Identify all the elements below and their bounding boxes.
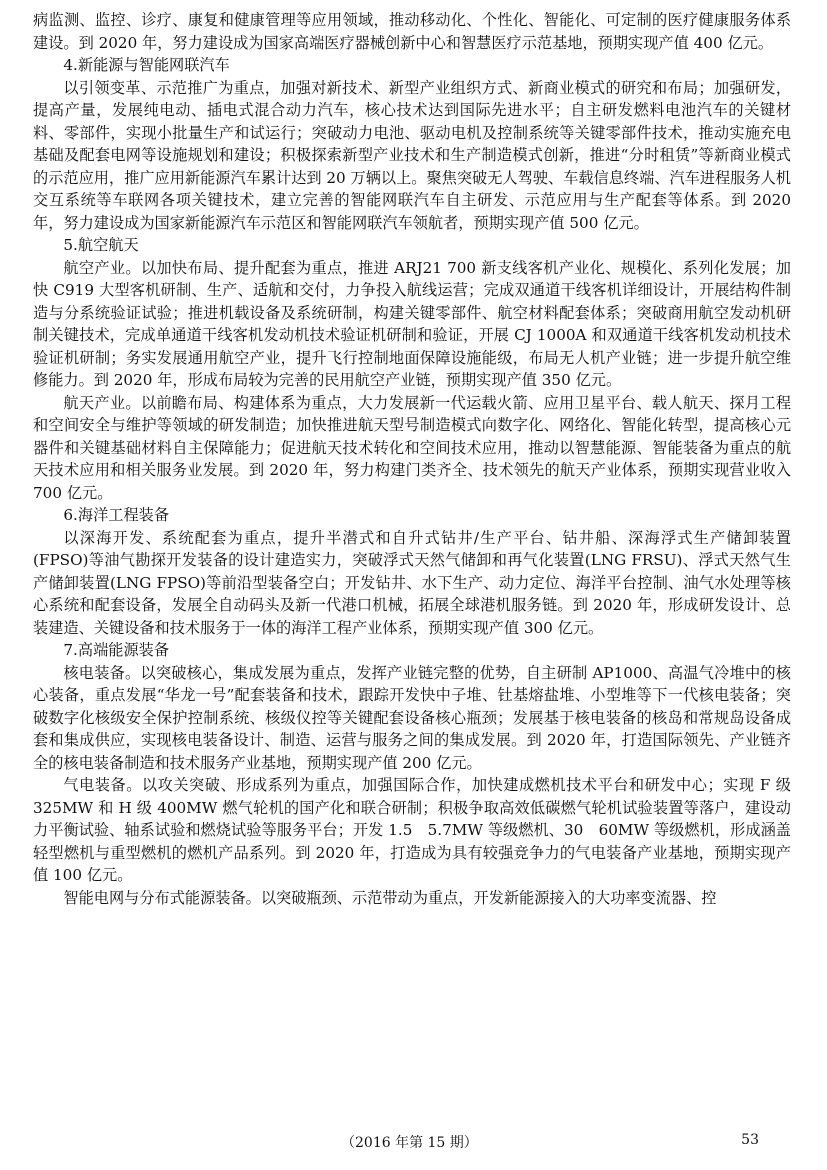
paragraph-smart-grid-equipment: 智能电网与分布式能源装备。以突破瓶颈、示范带动为重点，开发新能源接入的大功率变流器、控: [63, 888, 717, 907]
document-body: [33, 9, 791, 909]
paragraph-gas-power-equipment: 气电装备。以攻关突破、形成系列为重点，加强国际合作，加快建成燃机技术平台和研发中心；实现 F 级 325MW 和 H 级 400MW 燃气轮机的国产化和联合研制；积极争取高效低碳燃气轮机试验装置等落户，建设动力平衡试验、轴系试验和燃烧试验等服务平台；开发 1.5 5.7MW 等级燃机、30 60MW 等级燃机，形成涵盖轻型燃机与重型燃机的燃机产品系列。到 2020 年，打造成为具有较强竞争力的气电装备产业基地，预期实现产值 100 亿元。: [33, 776, 791, 884]
section-heading-aerospace: 5.航空航天: [63, 236, 139, 254]
paragraph-new-energy-vehicles: 以引领变革、示范推广为重点，加强对新技术、新型产业组织方式、新商业模式的研究和布局；加强研发，提高产量，发展纯电动、插电式混合动力汽车，核心技术达到国际先进水平；自主研发燃料电池汽车的关键材料、零部件，实现小批量生产和试运行；突破动力电池、驱动电机及控制系统等关键零部件技术，推动实施充电基础及配套电网等设施规划和建设；积极探索新型产业技术和生产制造模式创新，推进“分时租赁”等新商业模式的示范应用，推广应用新能源汽车累计达到 20 万辆以上。聚焦突破无人驾驶、车载信息终端、汽车进程服务人机交互系统等车联网各项关键技术，建立完善的智能网联汽车自主研发、示范应用与生产配套等体系。到 2020 年，努力建设成为国家新能源汽车示范区和智能网联汽车领航者，预期实现产值 500 亿元。: [33, 78, 791, 232]
paragraph-nuclear-equipment: 核电装备。以突破核心，集成发展为重点，发挥产业链完整的优势，自主研制 AP1000、高温气冷堆中的核心装备，重点发展“华龙一号”配套装备和技术，跟踪开发快中子堆、钍基熔盐堆、小型堆等下一代核电装备；突破数字化核级安全保护控制系统、核级仪控等关键配套设备核心瓶颈；发展基于核电装备的核岛和常规岛设备成套和集成供应，实现核电装备设计、制造、运营与服务之间的集成发展。到 2020 年，打造国际领先、产业链齐全的核电装备制造和技术服务产业基地，预期实现产值 200 亿元。: [33, 663, 791, 772]
page-number: 53: [741, 1132, 759, 1148]
section-heading-new-energy-vehicles: 4.新能源与智能网联汽车: [63, 56, 230, 74]
paragraph-aviation-industry: 航空产业。以加快布局、提升配套为重点，推进 ARJ21 700 新支线客机产业化、规模化、系列化发展；加快 C919 大型客机研制、生产、适航和交付，力争投入航线运营；完成双通道干线客机详细设计，开展结构件制造与分系统验证试验；推进机载设备及系统研制，构建关键零部件、航空材料配套体系；突破商用航空发动机研制关键技术，完成单通道干线客机发动机技术验证机研制和验证，开展 CJ 1000A 和双通道干线客机发动机技术验证机研制；务实发展通用航空产业，提升飞行控制地面保障设施能级，布局无人机产业链；进一步提升航空维修能力。到 2020 年，形成布局较为完善的民用航空产业链，预期实现产值 350 亿元。: [33, 258, 791, 389]
intro-paragraph: 病监测、监控、诊疗、康复和健康管理等应用领域，推动移动化、个性化、智能化、可定制的医疗健康服务体系建设。到 2020 年，努力建设成为国家高端医疗器械创新中心和智慧医疗示范基地，预期实现产值 400 亿元。: [33, 11, 791, 52]
section-heading-marine-engineering: 6.海洋工程装备: [63, 506, 170, 524]
paragraph-space-industry: 航天产业。以前瞻布局、构建体系为重点，大力发展新一代运载火箭、应用卫星平台、载人航天、探月工程和空间安全与维护等领域的研发制造；加快推进航天型号制造模式向数字化、网络化、智能化转型，提高核心元器件和关键基础材料自主保障能力；促进航天技术转化和空间技术应用，推动以智慧能源、智能装备为重点的航天技术应用和相关服务业发展。到 2020 年，努力构建门类齐全、技术领先的航天产业体系，预期实现营业收入 700 亿元。: [33, 393, 791, 502]
section-heading-energy-equipment: 7.高端能源装备: [63, 641, 170, 659]
paragraph-marine-engineering: 以深海开发、系统配套为重点，提升半潜式和自升式钻井/生产平台、钻井船、深海浮式生产储卸装置(FPSO)等油气勘探开发装备的设计建造实力，突破浮式天然气储卸和再气化装置(LNG FRSU)、浮式天然气生产储卸装置(LNG FPSO)等前沿型装备空白；开发钻井、水下生产、动力定位、海洋平台控制、油气水处理等核心系统和配套设备，发展全自动码头及新一代港口机械，拓展全球港机服务链。到 2020 年，形成研发设计、总装建造、关键设备和技术服务于一体的海洋工程产业体系，预期实现产值 300 亿元。: [33, 528, 791, 637]
issue-label: （2016 年第 15 期）: [341, 1135, 478, 1151]
page-footer: [33, 1132, 791, 1154]
